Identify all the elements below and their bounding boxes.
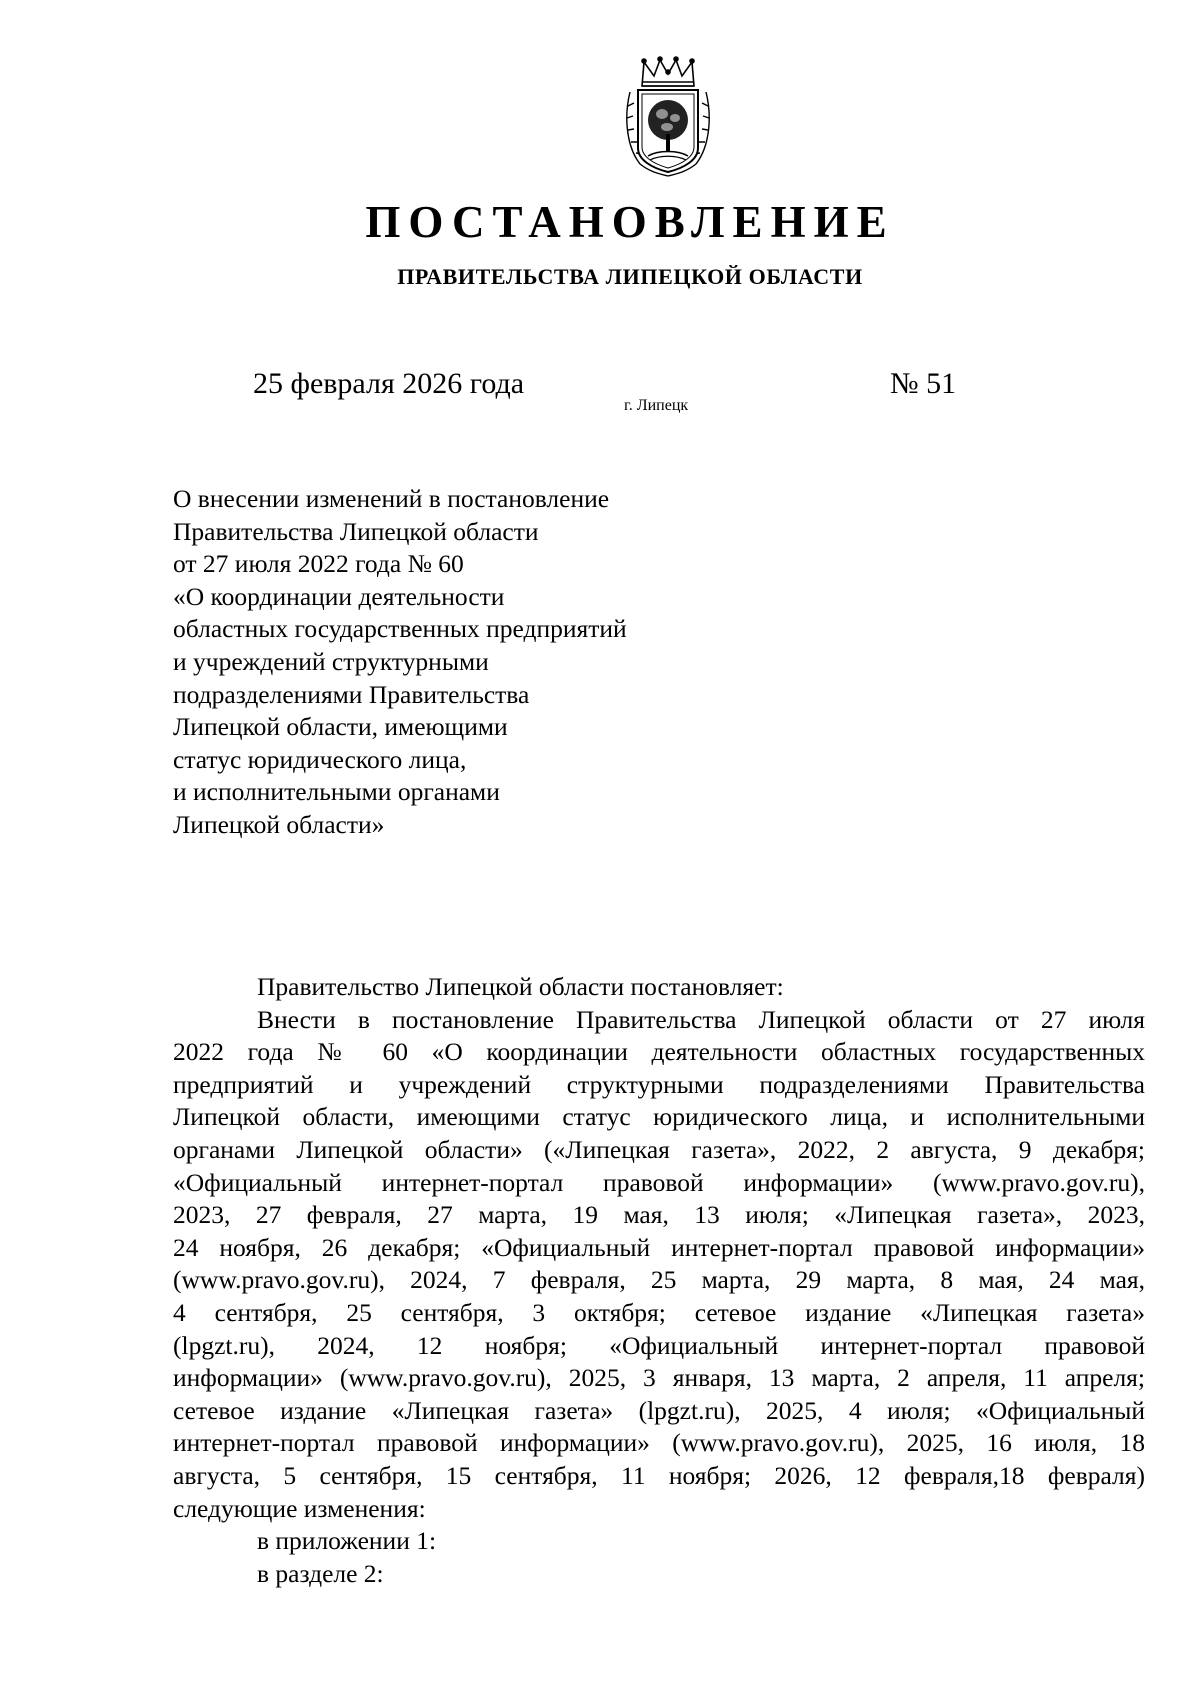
document-title: ПОСТАНОВЛЕНИЕ: [365, 197, 895, 247]
document-number: № 51: [890, 367, 957, 400]
heading-line: О внесении изменений в постановление: [173, 484, 610, 513]
paragraph-line: Липецкой области, имеющими статус юридического лица, и исполнительными: [173, 1102, 1145, 1132]
paragraph-line: августа, 5 сентября, 15 сентября, 11 ноября; 2026, 12 февраля,18 февраля): [173, 1460, 1145, 1490]
document-body: [173, 971, 1145, 1590]
heading-line: и исполнительными органами: [173, 777, 500, 807]
paragraph-line: 24 ноября, 26 декабря; «Официальный интернет-портал правовой информации»: [173, 1232, 1145, 1262]
list-item: в приложении 1:: [257, 1526, 437, 1556]
paragraph-line: «Официальный интернет-портал правовой информации» (www.pravo.gov.ru),: [173, 1167, 1145, 1197]
document-date: 25 февраля 2026 года: [253, 367, 525, 400]
intro-line: Правительство Липецкой области постановляет:: [257, 972, 784, 1001]
heading-line: Липецкой области»: [173, 809, 385, 839]
paragraph-line: (lpgzt.ru), 2024, 12 ноября; «Официальный интернет-портал правовой: [173, 1330, 1145, 1360]
heading-line: Липецкой области, имеющими: [173, 712, 508, 742]
paragraph-last-line: следующие изменения:: [173, 1493, 426, 1523]
heading-line: областных государственных предприятий: [173, 614, 627, 644]
paragraph-line: предприятий и учреждений структурными подразделениями Правительства: [173, 1069, 1145, 1099]
paragraph-line: (www.pravo.gov.ru), 2024, 7 февраля, 25 марта, 29 марта, 8 мая, 24 мая,: [173, 1265, 1145, 1295]
heading-line: Правительства Липецкой области: [173, 516, 539, 546]
lipetsk-coat-of-arms-icon: [620, 56, 716, 178]
document-city: г. Липецк: [624, 397, 689, 414]
paragraph-line: 2022 года № 60 «О координации деятельности областных государственных: [173, 1037, 1145, 1067]
heading-line: «О координации деятельности: [173, 581, 505, 611]
heading-line: подразделениями Правительства: [173, 679, 530, 709]
heading-line: и учреждений структурными: [173, 646, 489, 676]
list-item: в разделе 2:: [257, 1558, 384, 1588]
heading-line: от 27 июля 2022 года № 60: [173, 549, 464, 579]
paragraph-line: интернет-портал правовой информации» (www.pravo.gov.ru), 2025, 16 июля, 18: [173, 1428, 1145, 1458]
paragraph-line: сетевое издание «Липецкая газета» (lpgzt.ru), 2025, 4 июля; «Официальный: [173, 1395, 1145, 1425]
paragraph-line: Внести в постановление Правительства Липецкой области от 27 июля: [257, 1004, 1145, 1034]
paragraph-line: органами Липецкой области» («Липецкая газета», 2022, 2 августа, 9 декабря;: [173, 1134, 1145, 1164]
heading-line: статус юридического лица,: [173, 744, 467, 774]
document-subtitle: ПРАВИТЕЛЬСТВА ЛИПЕЦКОЙ ОБЛАСТИ: [397, 264, 863, 289]
document-heading: [173, 483, 733, 842]
paragraph-line: информации» (www.pravo.gov.ru), 2025, 3 января, 13 марта, 2 апреля, 11 апреля;: [173, 1363, 1145, 1393]
paragraph-line: 4 сентября, 25 сентября, 3 октября; сетевое издание «Липецкая газета»: [173, 1297, 1145, 1327]
paragraph-line: 2023, 27 февраля, 27 марта, 19 мая, 13 июля; «Липецкая газета», 2023,: [173, 1200, 1145, 1230]
